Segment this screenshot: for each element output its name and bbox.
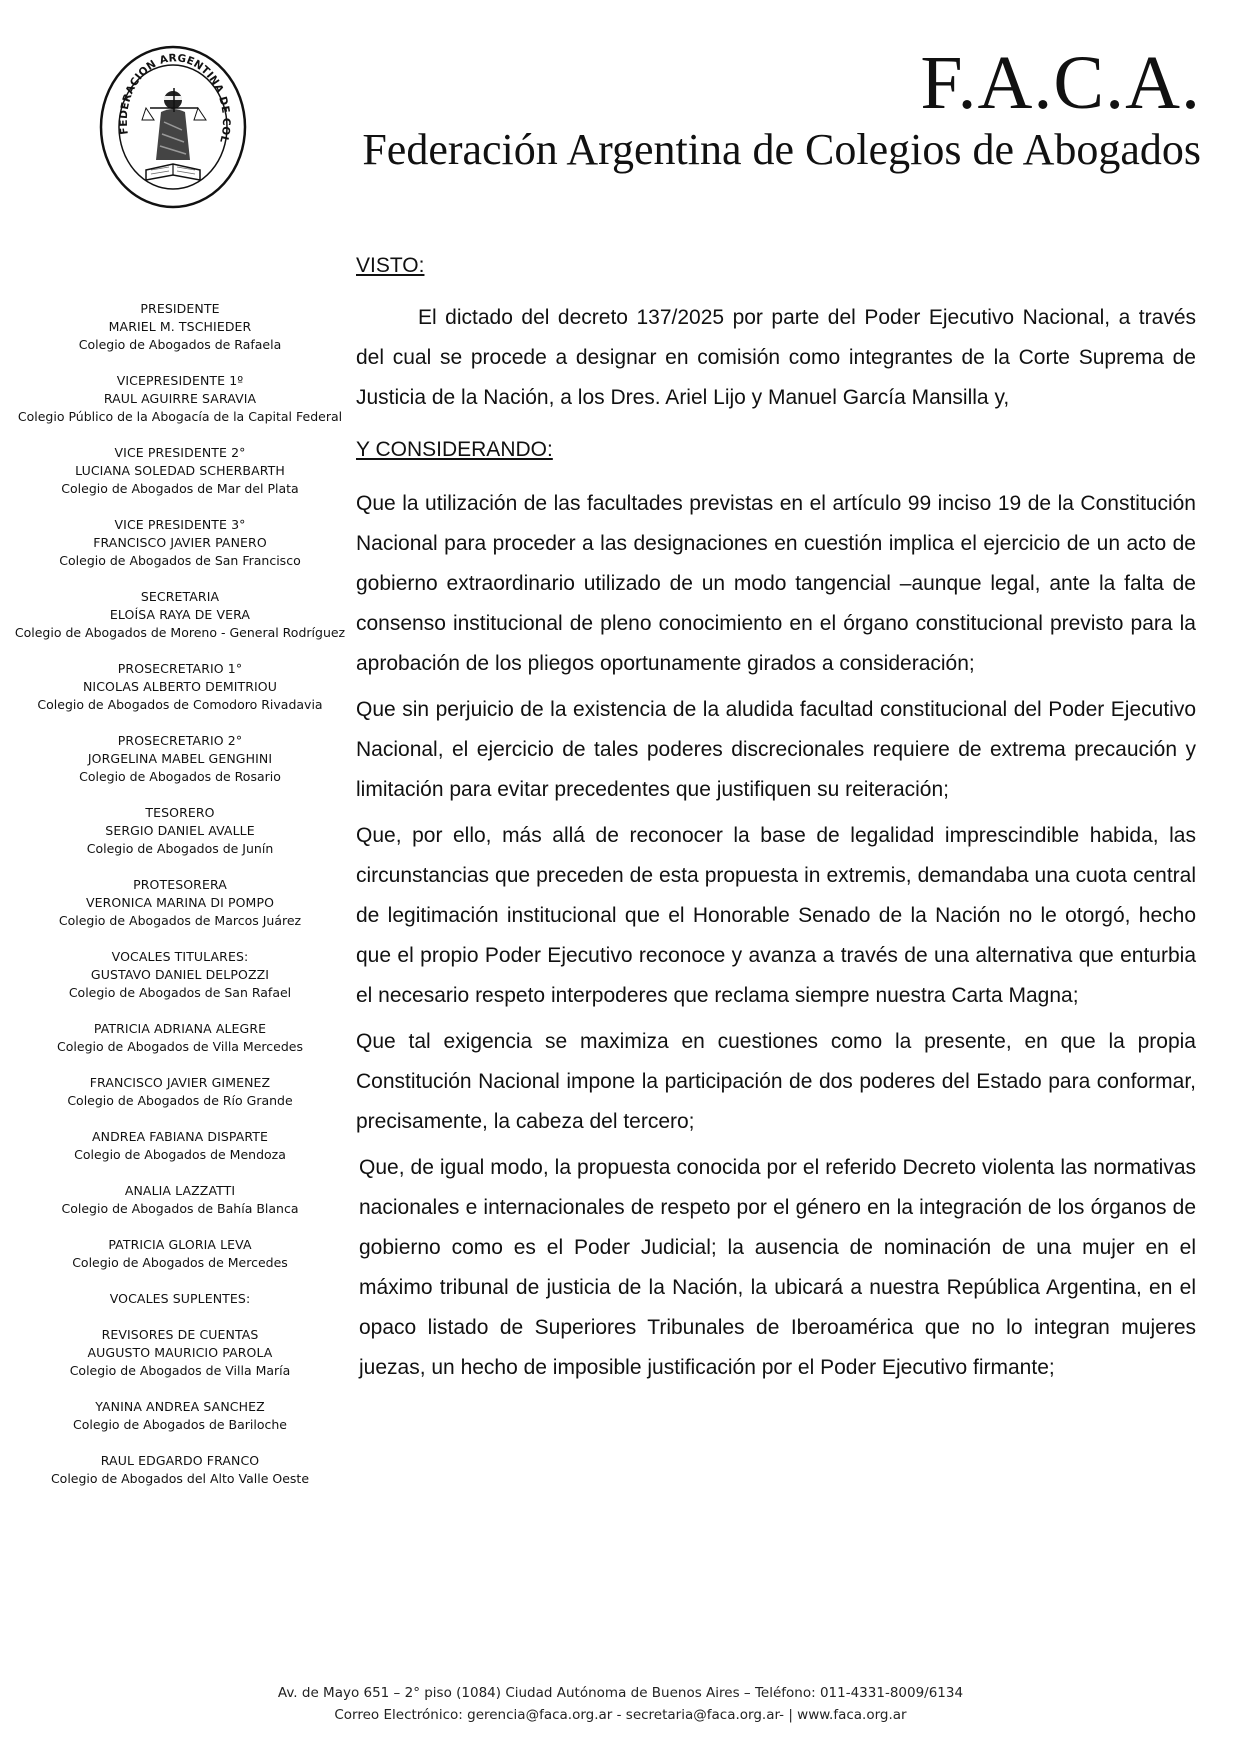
officer-block [14, 804, 346, 858]
officer-block [14, 516, 346, 570]
considerando-paragraph: Que sin perjuicio de la existencia de la aludida facultad constitucional del Poder Ejecutivo Nacional, el ejercicio de tales poderes discrecionales requiere de extrema precaución y limitación para evitar precedentes que justifiquen su reiteración; [356, 698, 1196, 801]
officer-name: ANDREA FABIANA DISPARTE [91, 1129, 269, 1144]
document-body [356, 246, 1196, 1394]
officer-title: VICE PRESIDENTE 3° [114, 517, 246, 532]
officer-block [14, 1452, 346, 1488]
officer-block [14, 1236, 346, 1272]
officer-block [14, 1182, 346, 1218]
officer-block [14, 876, 346, 930]
officer-college: Colegio de Abogados de Río Grande [67, 1093, 293, 1108]
officer-block [14, 1290, 346, 1308]
officer-name: YANINA ANDREA SANCHEZ [95, 1399, 265, 1414]
officer-name: ANALIA LAZZATTI [124, 1183, 236, 1198]
officer-college: Colegio de Abogados de Mar del Plata [61, 481, 299, 496]
officer-name: LUCIANA SOLEDAD SCHERBARTH [75, 463, 285, 478]
officer-college: Colegio de Abogados de Mendoza [74, 1147, 286, 1162]
officer-block [14, 1326, 346, 1380]
considerando-paragraph: Que, de igual modo, la propuesta conocida por el referido Decreto violenta las normativas nacionales e internacionales de respeto por el género en la integración de los órganos de gobierno como es el Poder Judicial; la ausencia de nominación de una mujer en el máximo tribunal de justicia de la Nación, la ubicará a nuestra República Argentina, en el opaco listado de Superiores Tribunales de Iberoamérica que no lo integran mujeres juezas, un hecho de imposible justificación por el Poder Ejecutivo firmante; [359, 1156, 1196, 1379]
officer-title: PROSECRETARIO 1° [117, 661, 243, 676]
organization-name: Federación Argentina de Colegios de Abogados [362, 125, 1201, 174]
officer-title: VOCALES TITULARES: [111, 949, 249, 964]
footer-address: Av. de Mayo 651 – 2° piso (1084) Ciudad Autónoma de Buenos Aires – Teléfono: 011-4331-8009/6134 [277, 1685, 964, 1701]
officer-name: PATRICIA GLORIA LEVA [108, 1237, 252, 1252]
officers-sidebar [14, 300, 346, 1506]
officer-college: Colegio de Abogados de Marcos Juárez [58, 913, 302, 928]
officer-block [14, 300, 346, 354]
officer-college: Colegio de Abogados del Alto Valle Oeste [50, 1471, 310, 1486]
seal-text: FEDERACION ARGENTINA DE COL [117, 52, 232, 145]
officer-block [14, 588, 346, 642]
officer-title: VICEPRESIDENTE 1º [116, 373, 244, 388]
officer-college: Colegio de Abogados de San Rafael [68, 985, 292, 1000]
officer-title: VOCALES SUPLENTES: [109, 1291, 251, 1306]
officer-college: Colegio de Abogados de Villa Mercedes [57, 1039, 303, 1054]
officer-name: RAUL AGUIRRE SARAVIA [103, 391, 257, 406]
faca-seal-logo [98, 42, 248, 212]
officer-name: ELOÍSA RAYA DE VERA [109, 607, 251, 622]
officer-name: NICOLAS ALBERTO DEMITRIOU [82, 679, 278, 694]
visto-heading: VISTO: [356, 254, 425, 277]
officer-college: Colegio de Abogados de Rafaela [78, 337, 282, 352]
officer-title: PROTESORERA [133, 877, 227, 892]
visto-paragraph: El dictado del decreto 137/2025 por parte del Poder Ejecutivo Nacional, a través del cual se procede a designar en comisión como integrantes de la Corte Suprema de Justicia de la Nación, a los Dres. Ariel Lijo y Manuel García Mansilla y, [356, 306, 1196, 409]
officer-college: Colegio de Abogados de Rosario [79, 769, 281, 784]
considerando-paragraph: Que, por ello, más allá de reconocer la base de legalidad imprescindible habida, las circunstancias que preceden de esta propuesta in extremis, demandaba una cuota central de legitimación institucional que el Honorable Senado de la Nación no le otorgó, hecho que el propio Poder Ejecutivo reconoce y avanza a través de una alternativa que enturbia el necesario respeto interpoderes que reclama siempre nuestra Carta Magna; [356, 824, 1196, 1007]
officer-name: AUGUSTO MAURICIO PAROLA [87, 1345, 273, 1360]
officer-college: Colegio Público de la Abogacía de la Capital Federal [17, 409, 343, 424]
officer-name: SERGIO DANIEL AVALLE [105, 823, 255, 838]
considerando-heading: Y CONSIDERANDO: [356, 438, 553, 461]
officer-name: GUSTAVO DANIEL DELPOZZI [90, 967, 270, 982]
officer-title: VICE PRESIDENTE 2° [114, 445, 246, 460]
officer-name: RAUL EDGARDO FRANCO [100, 1453, 260, 1468]
officer-college: Colegio de Abogados de Junín [86, 841, 274, 856]
officer-college: Colegio de Abogados de Bariloche [72, 1417, 287, 1432]
officer-title: PROSECRETARIO 2° [117, 733, 243, 748]
officer-title: REVISORES DE CUENTAS [101, 1327, 259, 1342]
officer-block [14, 1074, 346, 1110]
officer-name: PATRICIA ADRIANA ALEGRE [93, 1021, 267, 1036]
officer-title: TESORERO [145, 805, 215, 820]
officer-name: JORGELINA MABEL GENGHINI [87, 751, 273, 766]
officer-block [14, 732, 346, 786]
officer-block [14, 444, 346, 498]
officer-college: Colegio de Abogados de Bahía Blanca [61, 1201, 299, 1216]
officer-name: FRANCISCO JAVIER GIMENEZ [89, 1075, 271, 1090]
officer-block [14, 948, 346, 1002]
organization-abbreviation: F.A.C.A. [920, 41, 1201, 125]
considerando-paragraph: Que la utilización de las facultades previstas en el artículo 99 inciso 19 de la Constitución Nacional para proceder a las designaciones en cuestión implica el ejercicio de un acto de gobierno extraordinario utilizado de un modo tangencial –aunque legal, ante la falta de consenso institucional de pleno conocimiento en el órgano constitucional previsto para la aprobación de los pliegos oportunamente girados a consideración; [356, 492, 1196, 675]
considerando-paragraph: Que tal exigencia se maximiza en cuestiones como la presente, en que la propia Constitución Nacional impone la participación de dos poderes del Estado para conformar, precisamente, la cabeza del tercero; [356, 1030, 1196, 1133]
officer-block [14, 1398, 346, 1434]
officer-title: PRESIDENTE [140, 301, 220, 316]
page-footer [0, 1682, 1241, 1726]
officer-college: Colegio de Abogados de Moreno - General Rodríguez [14, 625, 346, 640]
officer-college: Colegio de Abogados de Villa María [69, 1363, 291, 1378]
officer-block [14, 1020, 346, 1056]
officer-title: SECRETARIA [140, 589, 220, 604]
officer-name: MARIEL M. TSCHIEDER [108, 319, 252, 334]
officer-college: Colegio de Abogados de Mercedes [72, 1255, 288, 1270]
officer-block [14, 1128, 346, 1164]
officer-name: VERONICA MARINA DI POMPO [85, 895, 275, 910]
officer-name: FRANCISCO JAVIER PANERO [93, 535, 267, 550]
officer-college: Colegio de Abogados de Comodoro Rivadavia [37, 697, 323, 712]
seal-graphic [98, 42, 248, 212]
officer-block [14, 372, 346, 426]
officer-college: Colegio de Abogados de San Francisco [59, 553, 301, 568]
officer-block [14, 660, 346, 714]
footer-contact: Correo Electrónico: gerencia@faca.org.ar - secretaria@faca.org.ar- | www.faca.org.ar [334, 1707, 907, 1723]
